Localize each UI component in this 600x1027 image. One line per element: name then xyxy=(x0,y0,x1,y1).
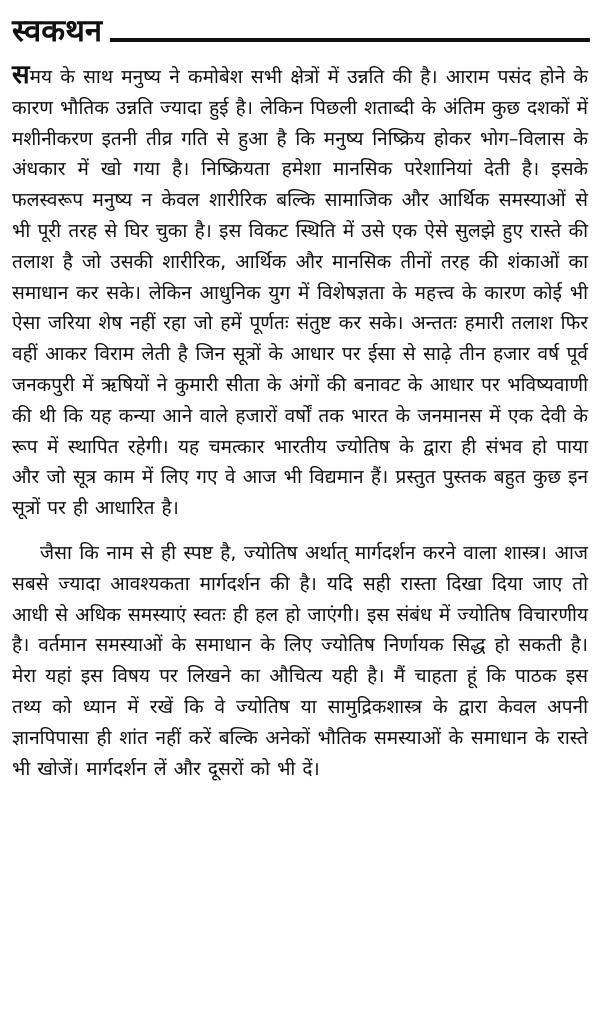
body-text xyxy=(12,60,588,784)
drop-cap: स xyxy=(12,60,30,90)
paragraph-2 xyxy=(12,538,588,784)
page-title: स्वकथन xyxy=(12,13,103,49)
paragraph-1-text: मय के साथ मनुष्य ने कमोबेश सभी क्षेत्रों में उन्नति की है। आराम पसंद होने के कारण भौतिक उन्नति ज्यादा हुई है। लेकिन पिछली शताब्दी के अंतिम कुछ दशकों में मशीनीकरण इतनी तीव्र गति से हुआ है कि मनुष्य निष्क्रिय होकर भोग–विलास के अंधकार में खो गया है। निष्क्रियता हमेशा मानसिक परेशानियां देती है। इसके फलस्वरूप मनुष्य न केवल शारीरिक बल्कि सामाजिक और आर्थिक समस्याओं से भी पूरी तरह से घिर चुका है। इस विकट स्थिति में उसे एक ऐसे सुलझे हुए रास्ते की तलाश है जो उसकी शारीरिक, आर्थिक और मानसिक तीनों तरह की शंकाओं का समाधान कर सके। लेकिन आधुनिक युग में विशेषज्ञता के महत्त्व के कारण कोई भी ऐसा जरिया शेष नहीं रहा जो हमें पूर्णतः संतुष्ट कर सके। अन्ततः हमारी तलाश फिर वहीं आकर विराम लेती है जिन सूत्रों के आधार पर ईसा से साढ़े तीन हजार वर्ष पूर्व जनकपुरी में ऋषियों ने कुमारी सीता के अंगों की बनावट के आधार पर भविष्यवाणी की थी कि यह कन्या आने वाले हजारों वर्षों तक भारत के जनमानस में एक देवी के रूप में स्थापित रहेगी। यह चमत्कार भारतीय ज्योतिष के द्वारा ही संभव हो पाया और जो सूत्र काम में लिए गए वे आज भी विद्यमान हैं। प्रस्तुत पुस्तक बहुत कुछ इन सूत्रों पर ही आधारित है। xyxy=(12,66,588,520)
header-rule xyxy=(110,38,590,42)
paragraph-2-text: जैसा कि नाम से ही स्पष्ट है, ज्योतिष अर्थात् मार्गदर्शन करने वाला शास्त्र। आज सबसे ज्यादा आवश्यकता मार्गदर्शन की है। यदि सही रास्ता दिखा दिया जाए तो आधी से अधिक समस्याएं स्वतः ही हल हो जाएंगी। इस संबंध में ज्योतिष विचारणीय है। वर्तमान समस्याओं के समाधान के लिए ज्योतिष निर्णायक सिद्ध हो सकती है। मेरा यहां इस विषय पर लिखने का औचित्य यही है। मैं चाहता हूं कि पाठक इस तथ्य को ध्यान में रखें कि वे ज्योतिष या सामुद्रिकशास्त्र के द्वारा केवल अपनी ज्ञानपिपासा ही शांत नहीं करें बल्कि अनेकों भौतिक समस्याओं के समाधान के रास्ते भी खोजें। मार्गदर्शन लें और दूसरों को भी दें। xyxy=(12,541,588,780)
paragraph-1 xyxy=(12,60,588,524)
section-header xyxy=(10,0,590,48)
